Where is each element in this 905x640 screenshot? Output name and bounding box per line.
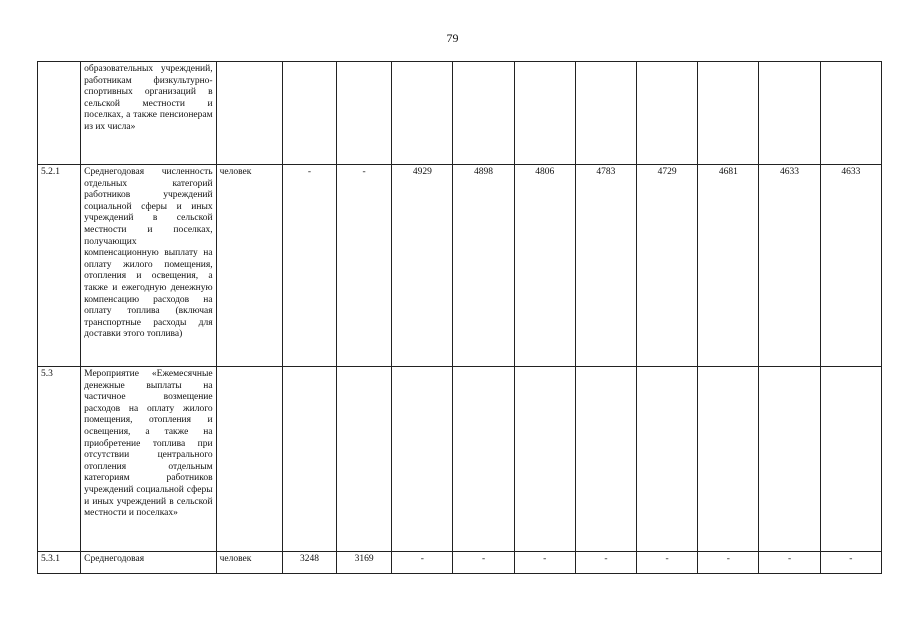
row-number xyxy=(38,62,81,165)
row-unit xyxy=(216,62,282,165)
value-cell xyxy=(637,62,698,165)
value-cell: - xyxy=(637,552,698,574)
value-cell xyxy=(820,62,881,165)
value-cell xyxy=(575,367,636,552)
value-cell: - xyxy=(514,552,575,574)
value-cell: 3248 xyxy=(282,552,336,574)
page-number: 79 xyxy=(446,31,459,45)
value-cell: - xyxy=(759,552,820,574)
value-cell xyxy=(514,367,575,552)
row-number: 5.3 xyxy=(38,367,81,552)
row-unit: человек xyxy=(216,165,282,367)
value-cell xyxy=(575,62,636,165)
value-cell xyxy=(637,367,698,552)
row-unit: человек xyxy=(216,552,282,574)
value-cell xyxy=(337,367,392,552)
value-cell: 4681 xyxy=(698,165,759,367)
value-cell: - xyxy=(337,165,392,367)
value-cell: - xyxy=(453,552,514,574)
value-cell: 4729 xyxy=(637,165,698,367)
row-description: Среднегодовая численность отдельных категорий работников учреждений социальной сферы и иных учреждений в сельской местности и поселках, получающих компенсационную выплату на оплату жилого помещения, отопления и освещения, а также и ежегодную денежную компенсацию расходов на оплату топлива (включая транспортные расходы для доставки этого топлива) xyxy=(81,165,216,367)
value-cell xyxy=(392,62,453,165)
row-description: Среднегодовая xyxy=(81,552,216,574)
table-row xyxy=(38,552,882,574)
value-cell xyxy=(698,367,759,552)
row-description: Мероприятие «Ежемесячные денежные выплаты на частичное возмещение расходов на оплату жилого помещения, отопления и освещения, а также на приобретение топлива при отсутствии центрального отопления отдельным категориям работников учреждений социальной сферы и иных учреждений в сельской местности и поселках» xyxy=(81,367,216,552)
row-number: 5.2.1 xyxy=(38,165,81,367)
value-cell xyxy=(820,367,881,552)
value-cell xyxy=(698,62,759,165)
value-cell xyxy=(392,367,453,552)
value-cell xyxy=(759,62,820,165)
value-cell xyxy=(514,62,575,165)
row-unit xyxy=(216,367,282,552)
table-row xyxy=(38,367,882,552)
data-table xyxy=(37,61,882,574)
value-cell xyxy=(337,62,392,165)
value-cell: - xyxy=(820,552,881,574)
table-row xyxy=(38,62,882,165)
row-number: 5.3.1 xyxy=(38,552,81,574)
value-cell: 4783 xyxy=(575,165,636,367)
value-cell xyxy=(453,62,514,165)
value-cell xyxy=(282,62,336,165)
value-cell xyxy=(453,367,514,552)
value-cell: - xyxy=(698,552,759,574)
value-cell: - xyxy=(575,552,636,574)
value-cell: - xyxy=(392,552,453,574)
row-description: образовательных учреждений, работникам физкультурно-спортивных организаций в сельской местности и поселках, а также пенсионерам из их числа» xyxy=(81,62,216,165)
value-cell: 3169 xyxy=(337,552,392,574)
value-cell: 4898 xyxy=(453,165,514,367)
value-cell xyxy=(759,367,820,552)
table-row xyxy=(38,165,882,367)
value-cell: 4806 xyxy=(514,165,575,367)
value-cell: - xyxy=(282,165,336,367)
value-cell: 4633 xyxy=(759,165,820,367)
value-cell xyxy=(282,367,336,552)
value-cell: 4633 xyxy=(820,165,881,367)
value-cell: 4929 xyxy=(392,165,453,367)
